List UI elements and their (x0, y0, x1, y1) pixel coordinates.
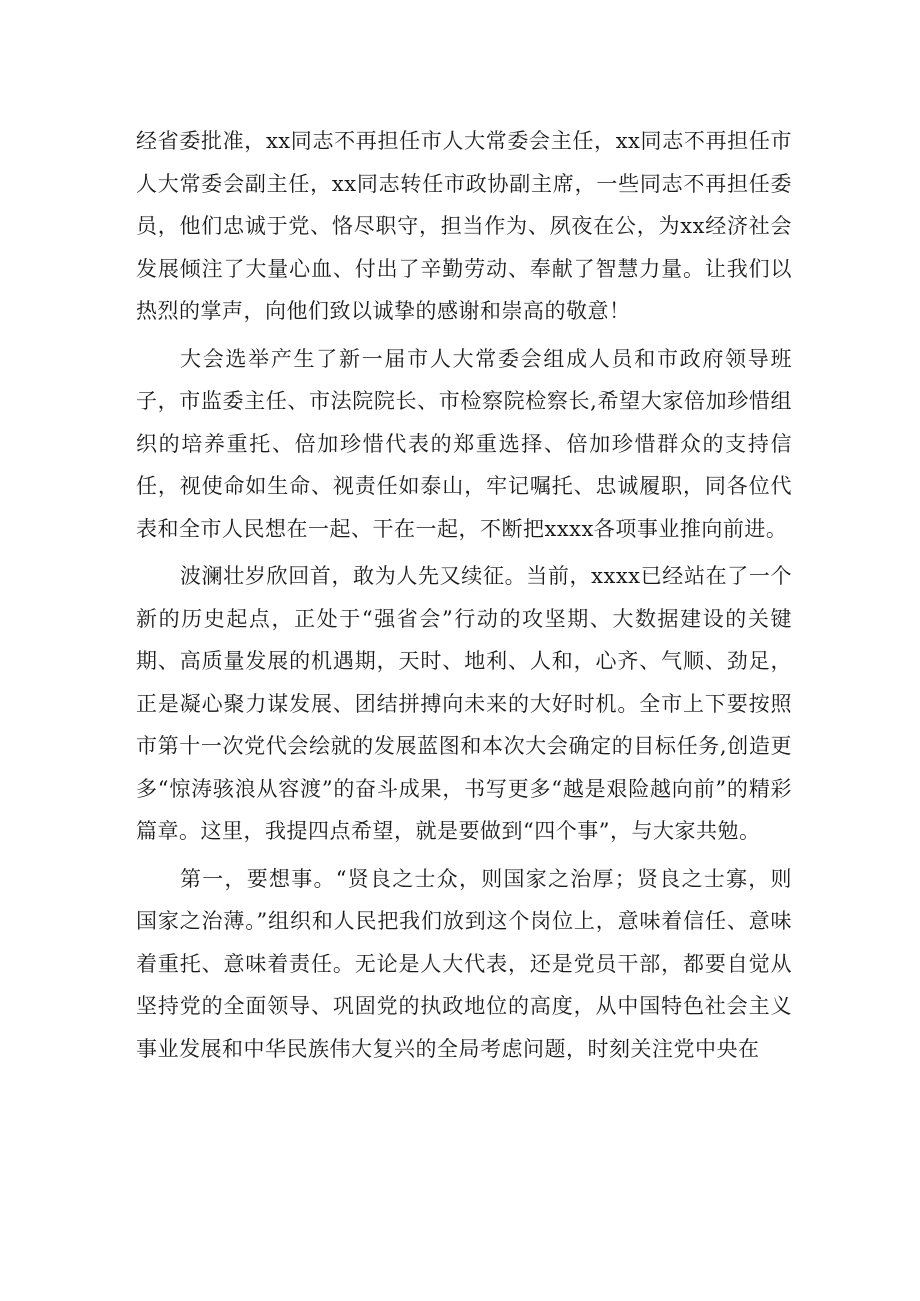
paragraph-first-think: 第一，要想事。“贤良之士众，则国家之治厚；贤良之士寡，则国家之治薄。”组织和人民把我们放到这个岗位上，意味着信任、意味着重托、意味着责任。无论是人大代表，还是党员干部，都要自觉从坚持党的全面领导、巩固党的执政地位的高度，从中国特色社会主义事业发展和中华民族伟大复兴的全局考虑问题，时刻关注党中央在 (136, 866, 792, 1061)
paragraph-continuation: 经省委批准，xx同志不再担任市人大常委会主任，xx同志不再担任市人大常委会副主任，xx同志转任市政协副主席，一些同志不再担任委员，他们忠诚于党、恪尽职守，担当作为、夙夜在公，为xx经济社会发展倾注了大量心血、付出了辛勤劳动、奉献了智慧力量。让我们以热烈的掌声，向他们致以诚挚的感谢和崇高的敬意！ (136, 129, 792, 323)
document-body (136, 120, 792, 1070)
paragraph-election: 大会选举产生了新一届市人大常委会组成人员和市政府领导班子，市监委主任、市法院院长、市检察院检察长,希望大家倍加珍惜组织的培养重托、倍加珍惜代表的郑重选择、倍加珍惜群众的支持信任，视使命如生命、视责任如泰山，牢记嘱托、忠诚履职，同各位代表和全市人民想在一起、干在一起，不断把xxxx各项事业推向前进。 (136, 346, 792, 541)
paragraph-new-starting-point: 波澜壮岁欣回首，敢为人先又续征。当前，xxxx已经站在了一个新的历史起点，正处于“强省会”行动的攻坚期、大数据建设的关键期、高质量发展的机遇期，天时、地利、人和，心齐、气顺、劲足，正是凝心聚力谋发展、团结拼搏向未来的大好时机。全市上下要按照市第十一次党代会绘就的发展蓝图和本次大会确定的目标任务,创造更多“惊涛骇浪从容渡”的奋斗成果，书写更多“越是艰险越向前”的精彩篇章。这里，我提四点希望，就是要做到“四个事”，与大家共勉。 (136, 564, 792, 843)
